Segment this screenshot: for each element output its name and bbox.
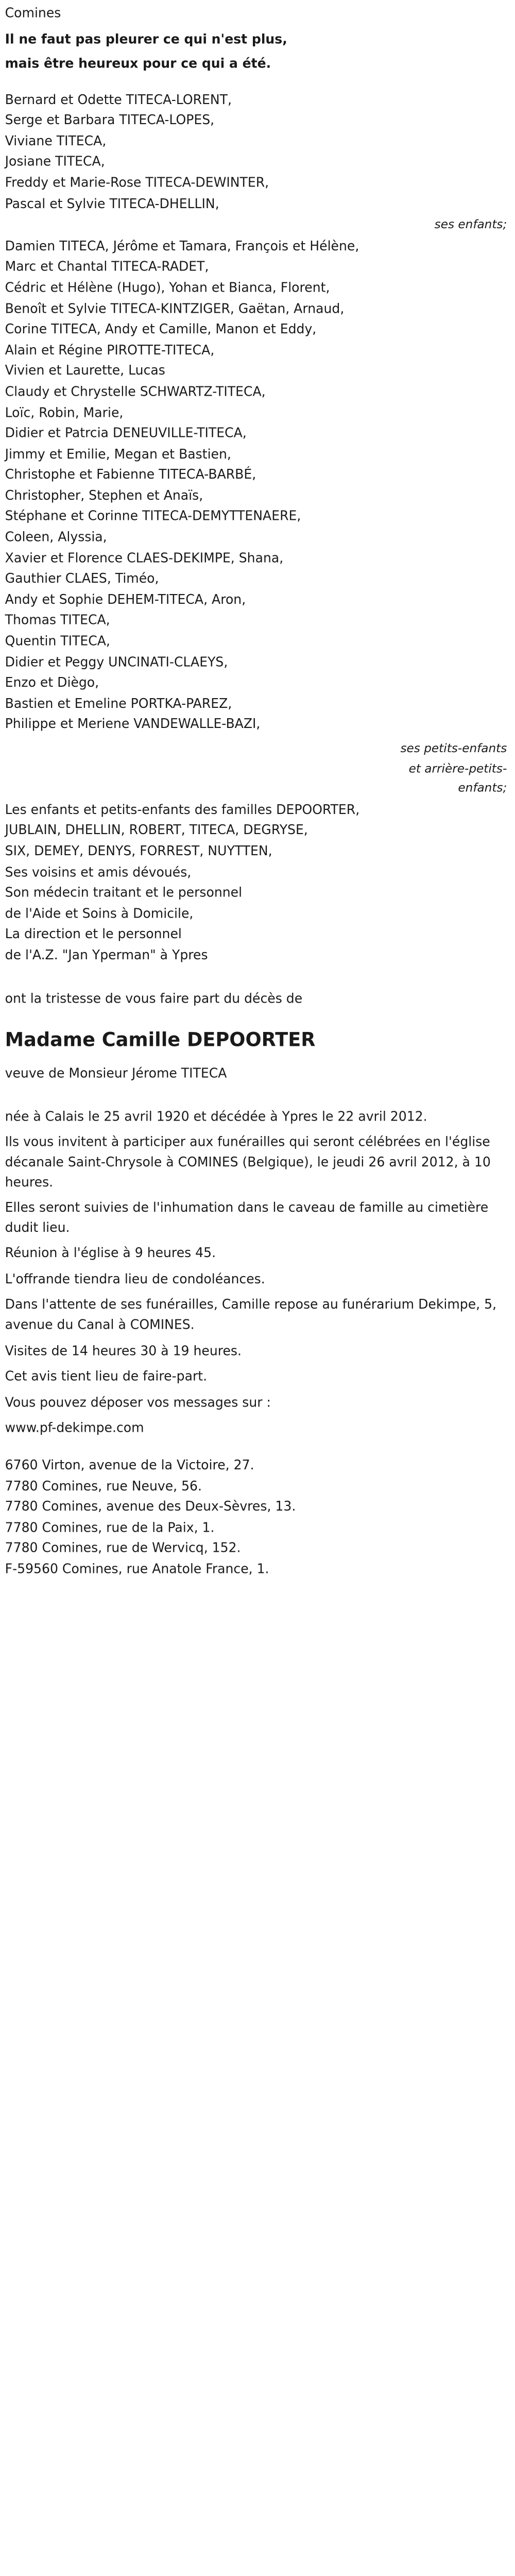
family-line: Claudy et Chrystelle SCHWARTZ-TITECA, xyxy=(5,384,266,400)
address-list xyxy=(5,1456,511,1581)
family-line: Bastien et Emeline PORTKA-PAREZ, xyxy=(5,697,232,712)
mourner-line: SIX, DEMEY, DENYS, FORREST, NUYTTEN, xyxy=(5,844,272,859)
family-line: Didier et Peggy UNCINATI-CLAEYS, xyxy=(5,655,228,670)
family-line: Corine TITECA, Andy et Camille, Manon et Eddy, xyxy=(5,322,317,337)
website-link[interactable]: www.pf-dekimpe.com xyxy=(5,1421,144,1436)
family-line: Bernard et Odette TITECA-LORENT, xyxy=(5,92,232,108)
family-line: Philippe et Meriene VANDEWALLE-BAZI, xyxy=(5,717,261,733)
mourner-line: La direction et le personnel xyxy=(5,927,182,943)
family-line: Serge et Barbara TITECA-LOPES, xyxy=(5,113,215,129)
quote-line-2: mais être heureux pour ce qui a été. xyxy=(5,56,271,72)
children-role-label: ses enfants; xyxy=(434,217,507,232)
grandchildren-role-label xyxy=(5,739,511,799)
mourner-line: Les enfants et petits-enfants des familles DEPOORTER, xyxy=(5,802,360,818)
detail-paragraph: Dans l'attente de ses funérailles, Camille repose au funérarium Dekimpe, 5, avenue du Canal à COMINES. xyxy=(5,1298,497,1333)
family-line: Loïc, Robin, Marie, xyxy=(5,405,124,421)
family-line: Thomas TITECA, xyxy=(5,613,110,629)
address-line: 6760 Virton, avenue de la Victoire, 27. xyxy=(5,1458,254,1473)
family-line: Gauthier CLAES, Timéo, xyxy=(5,571,159,587)
location-heading: Comines xyxy=(5,6,61,22)
family-line: Quentin TITECA, xyxy=(5,634,110,650)
detail-paragraph: Ils vous invitent à participer aux funérailles qui seront célébrées en l'église décanale Saint-Chrysole à COMINES (Belgique), le jeudi 26 avril 2012, à 10 heures. xyxy=(5,1135,491,1190)
mourner-line: de l'Aide et Soins à Domicile, xyxy=(5,906,194,922)
birth-death-text: née à Calais le 25 avril 1920 et décédée à Ypres le 22 avril 2012. xyxy=(5,1109,427,1125)
obituary-notice xyxy=(5,4,511,1581)
family-line: Freddy et Marie-Rose TITECA-DEWINTER, xyxy=(5,175,269,191)
family-line: Jimmy et Emilie, Megan et Bastien, xyxy=(5,447,231,463)
family-line: Cédric et Hélène (Hugo), Yohan et Bianca, Florent, xyxy=(5,280,330,296)
family-line: Enzo et Diègo, xyxy=(5,675,99,691)
detail-paragraph: Vous pouvez déposer vos messages sur : xyxy=(5,1395,271,1411)
detail-paragraph: L'offrande tiendra lieu de condoléances. xyxy=(5,1272,265,1287)
family-line: Alain et Régine PIROTTE-TITECA, xyxy=(5,343,215,359)
widow-of-text: veuve de Monsieur Jérome TITECA xyxy=(5,1066,227,1082)
address-line: 7780 Comines, rue Neuve, 56. xyxy=(5,1479,202,1495)
mourner-line: Ses voisins et amis dévoués, xyxy=(5,865,192,880)
family-line: Vivien et Laurette, Lucas xyxy=(5,364,165,379)
address-line: F-59560 Comines, rue Anatole France, 1. xyxy=(5,1562,269,1578)
address-line: 7780 Comines, rue de Wervicq, 152. xyxy=(5,1541,241,1557)
role-label-line: enfants; xyxy=(458,781,507,795)
mourner-line: de l'A.Z. "Jan Yperman" à Ypres xyxy=(5,948,208,963)
role-label-line: ses petits-enfants xyxy=(400,741,507,756)
detail-paragraph: Visites de 14 heures 30 à 19 heures. xyxy=(5,1344,242,1359)
address-line: 7780 Comines, avenue des Deux-Sèvres, 13. xyxy=(5,1500,296,1515)
other-mourners-list xyxy=(5,801,511,967)
family-line: Pascal et Sylvie TITECA-DHELLIN, xyxy=(5,196,219,212)
detail-paragraph: Elles seront suivies de l'inhumation dans le caveau de famille au cimetière dudit lieu. xyxy=(5,1200,489,1236)
family-line: Christopher, Stephen et Anaïs, xyxy=(5,488,203,504)
family-line: Didier et Patrcia DENEUVILLE-TITECA, xyxy=(5,426,247,442)
family-line: Viviane TITECA, xyxy=(5,134,107,149)
family-line: Andy et Sophie DEHEM-TITECA, Aron, xyxy=(5,592,246,608)
address-line: 7780 Comines, rue de la Paix, 1. xyxy=(5,1520,215,1536)
family-line: Marc et Chantal TITECA-RADET, xyxy=(5,260,209,275)
funeral-details xyxy=(5,1133,511,1439)
family-line: Xavier et Florence CLAES-DEKIMPE, Shana, xyxy=(5,551,284,566)
family-line: Stéphane et Corinne TITECA-DEMYTTENAERE, xyxy=(5,509,301,525)
detail-paragraph: Réunion à l'église à 9 heures 45. xyxy=(5,1246,216,1262)
announcement-text: ont la tristesse de vous faire part du décès de xyxy=(5,991,303,1007)
mourner-line: Son médecin traitant et le personnel xyxy=(5,886,243,901)
children-list xyxy=(5,91,511,215)
deceased-name: Madame Camille DEPOORTER xyxy=(5,1029,316,1052)
role-label-line: et arrière-petits- xyxy=(408,761,507,775)
quote-line-1: Il ne faut pas pleurer ce qui n'est plus, xyxy=(5,31,287,47)
mourner-line: JUBLAIN, DHELLIN, ROBERT, TITECA, DEGRYSE, xyxy=(5,823,308,839)
family-line: Christophe et Fabienne TITECA-BARBÉ, xyxy=(5,468,256,483)
family-line: Josiane TITECA, xyxy=(5,155,105,171)
family-line: Benoît et Sylvie TITECA-KINTZIGER, Gaëtan, Arnaud, xyxy=(5,301,345,317)
family-line: Coleen, Alyssia, xyxy=(5,530,107,546)
grandchildren-list xyxy=(5,237,511,736)
family-line: Damien TITECA, Jérôme et Tamara, François et Hélène, xyxy=(5,239,359,255)
detail-paragraph: Cet avis tient lieu de faire-part. xyxy=(5,1369,208,1385)
